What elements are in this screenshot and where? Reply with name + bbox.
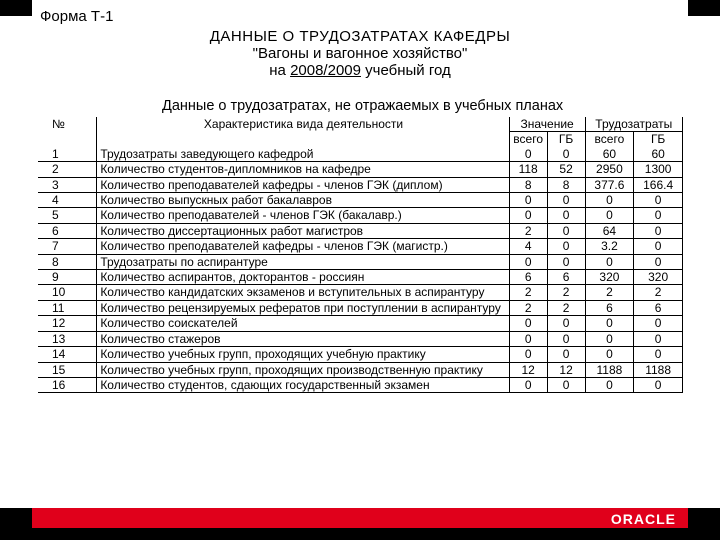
row-value-total: 0 bbox=[509, 208, 547, 223]
header-labor-gb: ГБ bbox=[634, 132, 683, 147]
row-value-total: 118 bbox=[509, 162, 547, 177]
row-labor-gb: 6 bbox=[634, 300, 683, 315]
table-row bbox=[38, 331, 683, 346]
table-row bbox=[38, 300, 683, 315]
row-labor-gb: 320 bbox=[634, 270, 683, 285]
row-num: 1 bbox=[38, 147, 97, 162]
row-labor-total: 0 bbox=[585, 254, 634, 269]
report-title: ДАННЫЕ О ТРУДОЗАТРАТАХ КАФЕДРЫ bbox=[209, 28, 511, 45]
row-value-gb: 0 bbox=[547, 316, 585, 331]
row-value-gb: 0 bbox=[547, 208, 585, 223]
row-value-gb: 0 bbox=[547, 254, 585, 269]
row-labor-gb: 0 bbox=[634, 331, 683, 346]
row-desc: Количество преподавателей кафедры - членов ГЭК (магистр.) bbox=[97, 239, 509, 254]
row-value-gb: 0 bbox=[547, 377, 585, 392]
row-value-total: 0 bbox=[509, 377, 547, 392]
table-row bbox=[38, 239, 683, 254]
row-labor-total: 0 bbox=[585, 316, 634, 331]
labor-table bbox=[38, 117, 683, 393]
row-desc: Количество учебных групп, проходящих производственную практику bbox=[97, 362, 509, 377]
row-labor-gb: 1188 bbox=[634, 362, 683, 377]
row-value-gb: 52 bbox=[547, 162, 585, 177]
row-num: 13 bbox=[38, 331, 97, 346]
row-value-gb: 12 bbox=[547, 362, 585, 377]
row-labor-gb: 60 bbox=[634, 147, 683, 162]
academic-year-line bbox=[150, 62, 570, 80]
frame-bottom-right bbox=[688, 508, 720, 540]
header-labor-total: всего bbox=[585, 132, 634, 147]
row-num: 15 bbox=[38, 362, 97, 377]
table-row bbox=[38, 316, 683, 331]
row-labor-gb: 0 bbox=[634, 193, 683, 208]
row-labor-total: 60 bbox=[585, 147, 634, 162]
row-value-gb: 0 bbox=[547, 347, 585, 362]
row-labor-total: 2950 bbox=[585, 162, 634, 177]
row-desc: Количество рецензируемых рефератов при поступлении в аспирантуру bbox=[97, 300, 509, 315]
row-labor-gb: 1300 bbox=[634, 162, 683, 177]
table-row bbox=[38, 147, 683, 162]
row-labor-gb: 0 bbox=[634, 239, 683, 254]
row-desc: Количество студентов-дипломников на кафедре bbox=[97, 162, 509, 177]
row-num: 7 bbox=[38, 239, 97, 254]
row-value-gb: 2 bbox=[547, 285, 585, 300]
row-desc: Количество аспирантов, докторантов - россиян bbox=[97, 270, 509, 285]
frame-corner-right bbox=[688, 0, 720, 16]
frame-corner-left bbox=[0, 0, 32, 16]
row-labor-total: 64 bbox=[585, 223, 634, 238]
form-label: Форма Т-1 bbox=[40, 8, 114, 25]
row-labor-total: 3.2 bbox=[585, 239, 634, 254]
header-row bbox=[38, 117, 683, 132]
frame-bottom-left bbox=[0, 508, 32, 540]
row-labor-total: 0 bbox=[585, 377, 634, 392]
row-labor-total: 0 bbox=[585, 193, 634, 208]
row-labor-gb: 0 bbox=[634, 316, 683, 331]
table-row bbox=[38, 362, 683, 377]
row-labor-total: 2 bbox=[585, 285, 634, 300]
row-num: 14 bbox=[38, 347, 97, 362]
row-value-gb: 0 bbox=[547, 239, 585, 254]
row-value-total: 6 bbox=[509, 270, 547, 285]
row-labor-gb: 166.4 bbox=[634, 177, 683, 192]
row-value-total: 2 bbox=[509, 300, 547, 315]
table-row bbox=[38, 177, 683, 192]
row-desc: Количество выпускных работ бакалавров bbox=[97, 193, 509, 208]
row-value-total: 0 bbox=[509, 347, 547, 362]
row-value-total: 2 bbox=[509, 223, 547, 238]
row-value-gb: 8 bbox=[547, 177, 585, 192]
year-suffix: учебный год bbox=[360, 62, 451, 79]
row-value-total: 12 bbox=[509, 362, 547, 377]
row-labor-gb: 0 bbox=[634, 347, 683, 362]
row-labor-total: 6 bbox=[585, 300, 634, 315]
row-labor-total: 320 bbox=[585, 270, 634, 285]
row-desc: Количество студентов, сдающих государственный экзамен bbox=[97, 377, 509, 392]
subheader-row bbox=[38, 132, 683, 147]
table-row bbox=[38, 347, 683, 362]
row-labor-total: 0 bbox=[585, 331, 634, 346]
row-desc: Количество соискателей bbox=[97, 316, 509, 331]
row-desc: Количество кандидатских экзаменов и вступительных в аспирантуру bbox=[97, 285, 509, 300]
row-labor-gb: 0 bbox=[634, 254, 683, 269]
row-value-total: 2 bbox=[509, 285, 547, 300]
oracle-logo: ORACLE bbox=[610, 511, 676, 527]
row-value-total: 4 bbox=[509, 239, 547, 254]
table-row bbox=[38, 208, 683, 223]
row-labor-total: 377.6 bbox=[585, 177, 634, 192]
row-value-gb: 0 bbox=[547, 147, 585, 162]
row-desc: Количество преподавателей - членов ГЭК (бакалавр.) bbox=[97, 208, 509, 223]
header-num: № bbox=[52, 117, 65, 131]
row-num: 4 bbox=[38, 193, 97, 208]
row-num: 10 bbox=[38, 285, 97, 300]
row-value-total: 0 bbox=[509, 147, 547, 162]
row-labor-total: 0 bbox=[585, 347, 634, 362]
year-prefix: на bbox=[269, 62, 291, 79]
row-desc: Количество учебных групп, проходящих учебную практику bbox=[97, 347, 509, 362]
row-labor-gb: 0 bbox=[634, 223, 683, 238]
row-num: 8 bbox=[38, 254, 97, 269]
row-desc: Количество стажеров bbox=[97, 331, 509, 346]
row-labor-total: 1188 bbox=[585, 362, 634, 377]
table-row bbox=[38, 162, 683, 177]
table-row bbox=[38, 270, 683, 285]
header-value-gb: ГБ bbox=[547, 132, 585, 147]
row-desc: Трудозатраты по аспирантуре bbox=[97, 254, 509, 269]
table-row bbox=[38, 223, 683, 238]
row-value-gb: 6 bbox=[547, 270, 585, 285]
footer-bar bbox=[32, 508, 688, 528]
row-labor-gb: 0 bbox=[634, 377, 683, 392]
row-num: 9 bbox=[38, 270, 97, 285]
row-value-gb: 0 bbox=[547, 193, 585, 208]
row-value-total: 8 bbox=[509, 177, 547, 192]
table-subtitle: Данные о трудозатратах, не отражаемых в учебных планах bbox=[162, 98, 564, 114]
table-row bbox=[38, 377, 683, 392]
row-labor-total: 0 bbox=[585, 208, 634, 223]
row-labor-gb: 0 bbox=[634, 208, 683, 223]
header-desc: Характеристика вида деятельности bbox=[97, 117, 509, 132]
row-value-gb: 2 bbox=[547, 300, 585, 315]
row-desc: Количество преподавателей кафедры - членов ГЭК (диплом) bbox=[97, 177, 509, 192]
row-num: 11 bbox=[38, 300, 97, 315]
table-row bbox=[38, 254, 683, 269]
row-num: 16 bbox=[38, 377, 97, 392]
row-num: 5 bbox=[38, 208, 97, 223]
header-labor: Трудозатраты bbox=[585, 117, 682, 132]
row-num: 12 bbox=[38, 316, 97, 331]
row-desc: Количество диссертационных работ магистров bbox=[97, 223, 509, 238]
row-value-total: 0 bbox=[509, 331, 547, 346]
row-value-total: 0 bbox=[509, 254, 547, 269]
row-value-gb: 0 bbox=[547, 223, 585, 238]
academic-year: 2008/2009 bbox=[290, 62, 361, 79]
row-value-gb: 0 bbox=[547, 331, 585, 346]
row-value-total: 0 bbox=[509, 316, 547, 331]
header-value-total: всего bbox=[509, 132, 547, 147]
frame-bottom bbox=[0, 528, 720, 540]
header-value: Значение bbox=[509, 117, 585, 132]
row-num: 6 bbox=[38, 223, 97, 238]
table-row bbox=[38, 285, 683, 300]
table-row bbox=[38, 193, 683, 208]
row-num: 2 bbox=[38, 162, 97, 177]
department-name: "Вагоны и вагонное хозяйство" bbox=[252, 45, 468, 62]
row-value-total: 0 bbox=[509, 193, 547, 208]
row-num: 3 bbox=[38, 177, 97, 192]
row-labor-gb: 2 bbox=[634, 285, 683, 300]
row-desc: Трудозатраты заведующего кафедрой bbox=[97, 147, 509, 162]
